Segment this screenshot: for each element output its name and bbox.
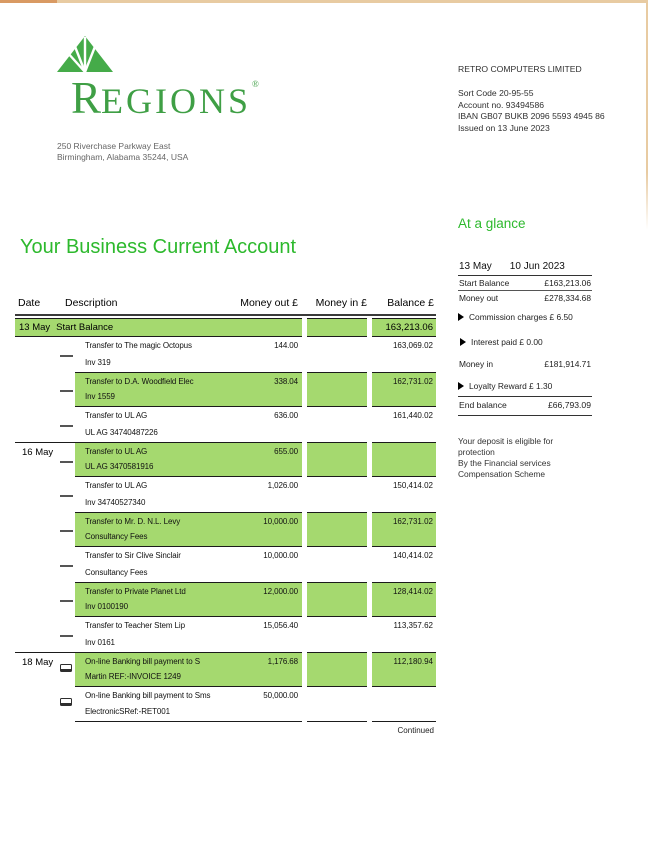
triangle-bullet-icon — [460, 338, 466, 346]
description-cell — [75, 582, 302, 617]
description-line1: On-line Banking bill payment to S — [85, 657, 200, 666]
bank-address — [57, 141, 188, 163]
money-out-value: 655.00 — [274, 447, 298, 456]
table-row — [15, 547, 436, 582]
money-out-row — [458, 291, 592, 305]
description-line2: Martin REF:-INVOICE 1249 — [85, 672, 181, 681]
table-row — [15, 512, 436, 547]
money-in-row — [458, 357, 592, 371]
money-in-cell — [307, 477, 367, 512]
description-line2: Inv 34740527340 — [85, 498, 146, 507]
money-out-value: 10,000.00 — [263, 551, 298, 560]
interest-row — [460, 337, 592, 347]
description-line1: Transfer to UL AG — [85, 481, 148, 490]
balance-cell — [372, 337, 436, 372]
date-cell — [15, 477, 75, 512]
description-line1: Transfer to Teacher Stem Lip — [85, 621, 185, 630]
money-in-label: Money in — [459, 359, 493, 369]
money-in-cell — [307, 372, 367, 407]
end-balance-row — [458, 397, 592, 416]
interest-text: Interest paid £ 0.00 — [471, 337, 543, 347]
money-out-value: 1,176.68 — [267, 657, 298, 666]
transfer-dash-icon — [60, 635, 73, 637]
description-cell — [75, 512, 302, 547]
money-in-cell — [307, 337, 367, 372]
description-line1: Transfer to The magic Octopus — [85, 341, 192, 350]
table-row — [15, 372, 436, 407]
balance-cell — [372, 318, 436, 337]
description-line1: Transfer to D.A. Woodfield Elec — [85, 377, 194, 386]
money-in-cell — [307, 617, 367, 652]
regions-pyramid-icon — [57, 36, 113, 72]
money-out-value: 15,056.40 — [263, 621, 298, 630]
date-cell — [15, 547, 75, 582]
balance-cell — [372, 687, 436, 722]
table-row — [15, 407, 436, 442]
date-cell — [15, 372, 75, 407]
date-cell — [15, 582, 75, 617]
description-line2: Inv 0161 — [85, 638, 115, 647]
money-in-cell — [307, 407, 367, 442]
transaction-rows — [15, 337, 436, 722]
continued-label: Continued — [397, 726, 434, 735]
loyalty-text: Loyalty Reward £ 1.30 — [469, 381, 553, 391]
statement-period — [458, 261, 592, 276]
protection-line2: By the Financial services — [458, 458, 551, 468]
balance-cell — [372, 652, 436, 687]
description-cell — [75, 547, 302, 582]
balance-value: 128,414.02 — [392, 587, 433, 596]
glance-title: At a glance — [458, 216, 526, 231]
balance-cell — [372, 512, 436, 547]
description-cell — [75, 477, 302, 512]
balance-cell — [372, 582, 436, 617]
money-out-value: 1,026.00 — [267, 481, 298, 490]
table-row — [15, 652, 436, 687]
transfer-dash-icon — [60, 600, 73, 602]
online-banking-monitor-icon — [60, 664, 72, 672]
table-row — [15, 582, 436, 617]
money-in-cell — [307, 582, 367, 617]
commission-text: Commission charges £ 6.50 — [469, 312, 573, 322]
transfer-dash-icon — [60, 565, 73, 567]
balance-value: 140,414.02 — [392, 551, 433, 560]
date-cell — [15, 687, 75, 722]
description-line1: Transfer to Sir Clive Sinclair — [85, 551, 181, 560]
description-line2: ElectronicSRef:-RET001 — [85, 707, 170, 716]
money-in-cell — [307, 318, 367, 337]
money-out-value: 50,000.00 — [263, 691, 298, 700]
start-balance-cell — [15, 318, 302, 337]
balance-value: 150,414.02 — [392, 481, 433, 490]
regions-logo — [57, 36, 259, 122]
description-line2: Inv 1559 — [85, 392, 115, 401]
table-row — [15, 442, 436, 477]
description-cell — [75, 617, 302, 652]
start-date: 13 May — [19, 322, 51, 333]
date-cell — [15, 512, 75, 547]
account-holder: RETRO COMPUTERS LIMITED — [458, 64, 582, 74]
iban: IBAN GB07 BUKB 2096 5593 4945 86 — [458, 111, 605, 121]
money-in-cell — [307, 547, 367, 582]
start-balance-amount: 163,213.06 — [385, 322, 433, 333]
start-balance-table-row — [15, 318, 436, 337]
transfer-dash-icon — [60, 495, 73, 497]
date-cell — [15, 337, 75, 372]
money-out-value: 144.00 — [274, 341, 298, 350]
balance-cell — [372, 372, 436, 407]
description-line1: Transfer to UL AG — [85, 447, 148, 456]
money-out-value: 12,000.00 — [263, 587, 298, 596]
period-end: 10 Jun 2023 — [509, 261, 565, 272]
start-balance-row — [458, 276, 592, 291]
money-in-value: £181,914.71 — [544, 359, 591, 369]
description-cell — [75, 652, 302, 687]
triangle-bullet-icon — [458, 382, 464, 390]
account-number: Account no. 93494586 — [458, 99, 545, 110]
online-banking-monitor-icon — [60, 698, 72, 706]
end-balance-value: £66,793.09 — [547, 400, 591, 410]
description-cell — [75, 687, 302, 722]
balance-cell — [372, 442, 436, 477]
balance-cell — [372, 547, 436, 582]
description-line1: On-line Banking bill payment to Sms — [85, 691, 211, 700]
transfer-dash-icon — [60, 355, 73, 357]
transactions-table — [15, 297, 436, 735]
money-out-value: 10,000.00 — [263, 517, 298, 526]
date-cell — [15, 652, 75, 687]
at-a-glance-panel — [458, 216, 592, 480]
page-frame-top-accent — [0, 0, 57, 3]
balance-value: 113,357.62 — [393, 621, 433, 630]
money-out-value: 338.04 — [274, 377, 298, 386]
sort-code: Sort Code 20-95-55 — [458, 88, 534, 98]
money-in-cell — [307, 687, 367, 722]
header-money-out: Money out £ — [240, 297, 298, 309]
issue-date: Issued on 13 June 2023 — [458, 122, 550, 133]
description-line2: Consultancy Fees — [85, 568, 148, 577]
money-in-cell — [307, 652, 367, 687]
address-line1: 250 Riverchase Parkway East — [57, 141, 171, 151]
loyalty-row — [458, 381, 592, 397]
transfer-dash-icon — [60, 530, 73, 532]
description-line2: UL AG 34740487226 — [85, 428, 158, 437]
header-date: Date — [18, 297, 41, 309]
description-line2: Inv 0100190 — [85, 602, 128, 611]
end-balance-label: End balance — [459, 400, 507, 410]
header-money-in: Money in £ — [315, 297, 367, 309]
date-cell — [15, 442, 75, 477]
protection-line3: Compensation Scheme — [458, 469, 546, 479]
balance-cell — [372, 617, 436, 652]
table-row — [15, 617, 436, 652]
header-description: Description — [65, 297, 118, 309]
page-frame-top — [0, 0, 648, 3]
commission-row — [458, 312, 592, 322]
start-balance-value: £163,213.06 — [544, 278, 591, 288]
date-cell — [15, 407, 75, 442]
table-header — [15, 297, 436, 316]
description-line1: Transfer to Private Planet Ltd — [85, 587, 186, 596]
description-line2: Consultancy Fees — [85, 532, 148, 541]
period-start: 13 May — [459, 261, 492, 272]
balance-value: 161,440.02 — [392, 411, 433, 420]
table-row — [15, 477, 436, 512]
description-line1: Transfer to Mr. D. N.L. Levy — [85, 517, 181, 526]
address-line2: Birmingham, Alabama 35244, USA — [57, 152, 189, 162]
description-cell — [75, 337, 302, 372]
start-label: Start Balance — [56, 322, 114, 333]
wordmark-letter: R — [71, 73, 102, 123]
date-label: 16 May — [22, 447, 54, 458]
transfer-dash-icon — [60, 390, 73, 392]
transfer-dash-icon — [60, 461, 73, 463]
date-cell — [15, 617, 75, 652]
description-cell — [75, 442, 302, 477]
money-in-cell — [307, 442, 367, 477]
table-row — [15, 687, 436, 722]
statement-title: Your Business Current Account — [20, 236, 297, 258]
registered-mark: ® — [252, 79, 259, 89]
description-line1: Transfer to UL AG — [85, 411, 148, 420]
start-balance-label: Start Balance — [459, 278, 510, 288]
triangle-bullet-icon — [458, 313, 464, 321]
account-info — [458, 64, 605, 134]
balance-value: 162,731.02 — [392, 377, 433, 386]
money-in-cell — [307, 512, 367, 547]
bank-wordmark — [71, 73, 259, 123]
balance-value: 163,069.02 — [392, 341, 433, 350]
balance-cell — [372, 477, 436, 512]
protection-line1: Your deposit is eligible for protection — [458, 436, 554, 457]
balance-value: 162,731.02 — [392, 517, 433, 526]
table-row — [15, 337, 436, 372]
description-line2: Inv 319 — [85, 358, 111, 367]
description-line2: UL AG 3470581916 — [85, 462, 154, 471]
money-out-value: 636.00 — [274, 411, 298, 420]
header-balance: Balance £ — [387, 297, 434, 309]
protection-note — [458, 436, 592, 480]
balance-cell — [372, 407, 436, 442]
description-cell — [75, 372, 302, 407]
transfer-dash-icon — [60, 425, 73, 427]
money-out-label: Money out — [459, 293, 499, 303]
wordmark-letters: EGIONS — [101, 81, 252, 121]
date-label: 18 May — [22, 657, 54, 668]
description-cell — [75, 407, 302, 442]
money-out-value: £278,334.68 — [544, 293, 591, 303]
balance-value: 112,180.94 — [393, 657, 433, 666]
